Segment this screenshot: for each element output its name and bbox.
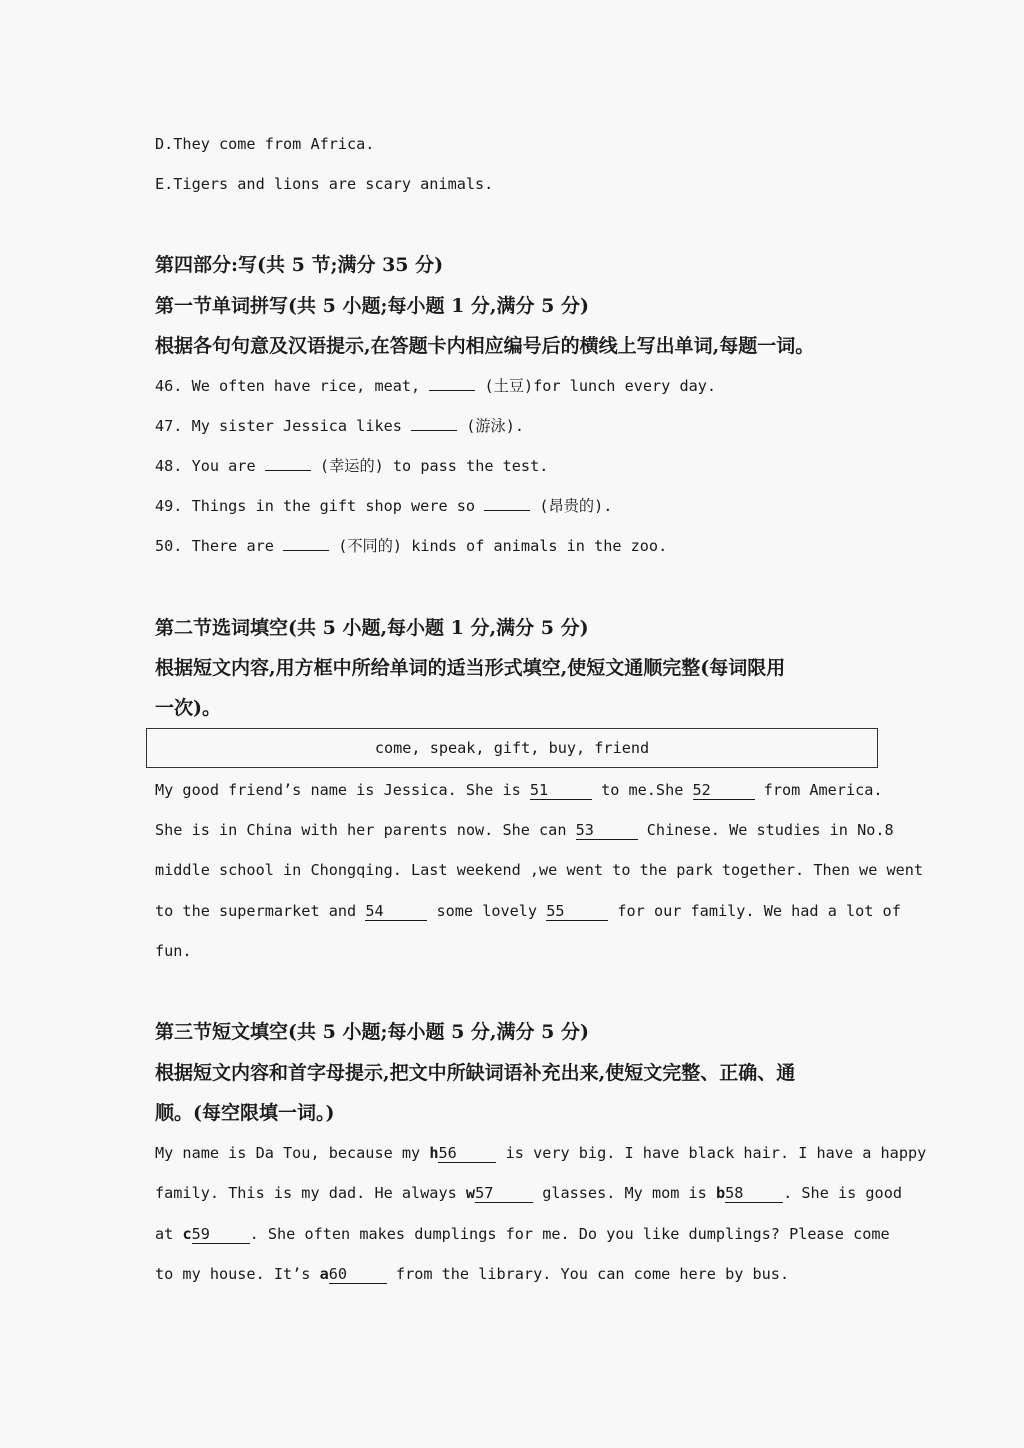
question-hint: (游泳). — [466, 417, 525, 435]
section1-title: 第一节单词拼写(共 5 小题;每小题 1 分,满分 5 分) — [155, 295, 589, 317]
part4-title: 第四部分:写(共 5 节;满分 35 分) — [155, 254, 444, 276]
answer-blank[interactable] — [283, 550, 329, 551]
section2-title: 第二节选词填空(共 5 小题,每小题 1 分,满分 5 分) — [155, 617, 589, 639]
passage-text: My name is Da Tou, because my — [155, 1144, 421, 1162]
question-46 — [155, 376, 716, 396]
question-number: 50. — [155, 537, 183, 555]
section3-instruction-line2: 顺。(每空限填一词。) — [155, 1102, 335, 1124]
question-text: My sister Jessica likes — [191, 417, 402, 435]
passage-text: some lovely — [436, 902, 538, 920]
passage-text: She is in China with her parents now. She can — [155, 821, 567, 839]
answer-blank[interactable] — [265, 470, 311, 471]
initial-letter-hint: c — [182, 1225, 192, 1243]
passage-text: . She often makes dumplings for me. Do you like dumplings? Please come — [249, 1225, 890, 1243]
blank-53[interactable]: 53 — [576, 822, 638, 840]
word-bank-box — [146, 728, 878, 768]
question-text: You are — [191, 457, 256, 475]
passage3-line-2 — [155, 1183, 902, 1203]
question-text: There are — [191, 537, 274, 555]
section3-instruction-line1: 根据短文内容和首字母提示,把文中所缺词语补充出来,使短文完整、正确、通 — [155, 1062, 796, 1084]
blank-57[interactable]: 57 — [475, 1185, 533, 1203]
question-text: We often have rice, meat, — [191, 377, 421, 395]
initial-letter-hint: h — [429, 1144, 439, 1162]
passage-text: to me.She — [601, 781, 684, 799]
question-number: 49. — [155, 497, 183, 515]
question-hint: (幸运的) to pass the test. — [319, 457, 549, 475]
passage-text: glasses. My mom is — [542, 1184, 707, 1202]
blank-59[interactable]: 59 — [192, 1226, 250, 1244]
passage-text: from the library. You can come here by bus. — [395, 1265, 790, 1283]
question-number: 47. — [155, 417, 183, 435]
question-49 — [155, 496, 612, 516]
passage-text: from America. — [763, 781, 883, 799]
section3-title: 第三节短文填空(共 5 小题;每小题 5 分,满分 5 分) — [155, 1021, 589, 1043]
answer-blank[interactable] — [429, 390, 475, 391]
question-hint: (土豆)for lunch every day. — [484, 377, 717, 395]
question-number: 46. — [155, 377, 183, 395]
question-number: 48. — [155, 457, 183, 475]
passage2-line-4 — [155, 901, 901, 921]
passage2-line-2 — [155, 820, 894, 840]
passage-text: for our family. We had a lot of — [617, 902, 901, 920]
section2-instruction-line2: 一次)。 — [155, 697, 221, 719]
blank-51[interactable]: 51 — [530, 782, 592, 800]
passage-text: . She is good — [783, 1184, 902, 1202]
blank-60[interactable]: 60 — [329, 1266, 387, 1284]
passage3-line-1 — [155, 1143, 927, 1163]
initial-letter-hint: a — [319, 1265, 329, 1283]
initial-letter-hint: w — [465, 1184, 476, 1202]
reading-option-e: E.Tigers and lions are scary animals. — [155, 175, 494, 193]
section2-instruction-line1: 根据短文内容,用方框中所给单词的适当形式填空,使短文通顺完整(每词限用 — [155, 657, 786, 679]
passage3-line-3 — [155, 1224, 890, 1244]
passage-text: My good friend’s name is Jessica. She is — [155, 781, 521, 799]
passage-text: to my house. It’s — [155, 1265, 311, 1283]
passage-text: Chinese. We studies in No.8 — [646, 821, 894, 839]
question-47 — [155, 416, 524, 436]
blank-56[interactable]: 56 — [438, 1145, 496, 1163]
blank-52[interactable]: 52 — [693, 782, 755, 800]
question-text: Things in the gift shop were so — [191, 497, 476, 515]
question-hint: (昂贵的). — [539, 497, 613, 515]
passage2-line-5: fun. — [155, 942, 192, 960]
blank-58[interactable]: 58 — [725, 1185, 783, 1203]
question-hint: (不同的) kinds of animals in the zoo. — [338, 537, 668, 555]
blank-55[interactable]: 55 — [546, 903, 608, 921]
passage-text: to the supermarket and — [155, 902, 357, 920]
blank-54[interactable]: 54 — [365, 903, 427, 921]
passage-text: at — [155, 1225, 174, 1243]
answer-blank[interactable] — [411, 430, 457, 431]
answer-blank[interactable] — [484, 510, 530, 511]
reading-option-d: D.They come from Africa. — [155, 135, 375, 153]
section1-instruction: 根据各句句意及汉语提示,在答题卡内相应编号后的横线上写出单词,每题一词。 — [155, 335, 815, 357]
question-50 — [155, 536, 667, 556]
passage-text: is very big. I have black hair. I have a happy — [505, 1144, 927, 1162]
initial-letter-hint: b — [715, 1184, 726, 1202]
passage3-line-4 — [155, 1264, 871, 1284]
passage-text: family. This is my dad. He always — [155, 1184, 457, 1202]
passage2-line-1 — [155, 780, 883, 800]
passage2-line-3: middle school in Chongqing. Last weekend ,we went to the park together. Then we went — [155, 861, 924, 879]
question-48 — [155, 456, 548, 476]
word-bank-text: come, speak, gift, buy, friend — [374, 739, 650, 757]
